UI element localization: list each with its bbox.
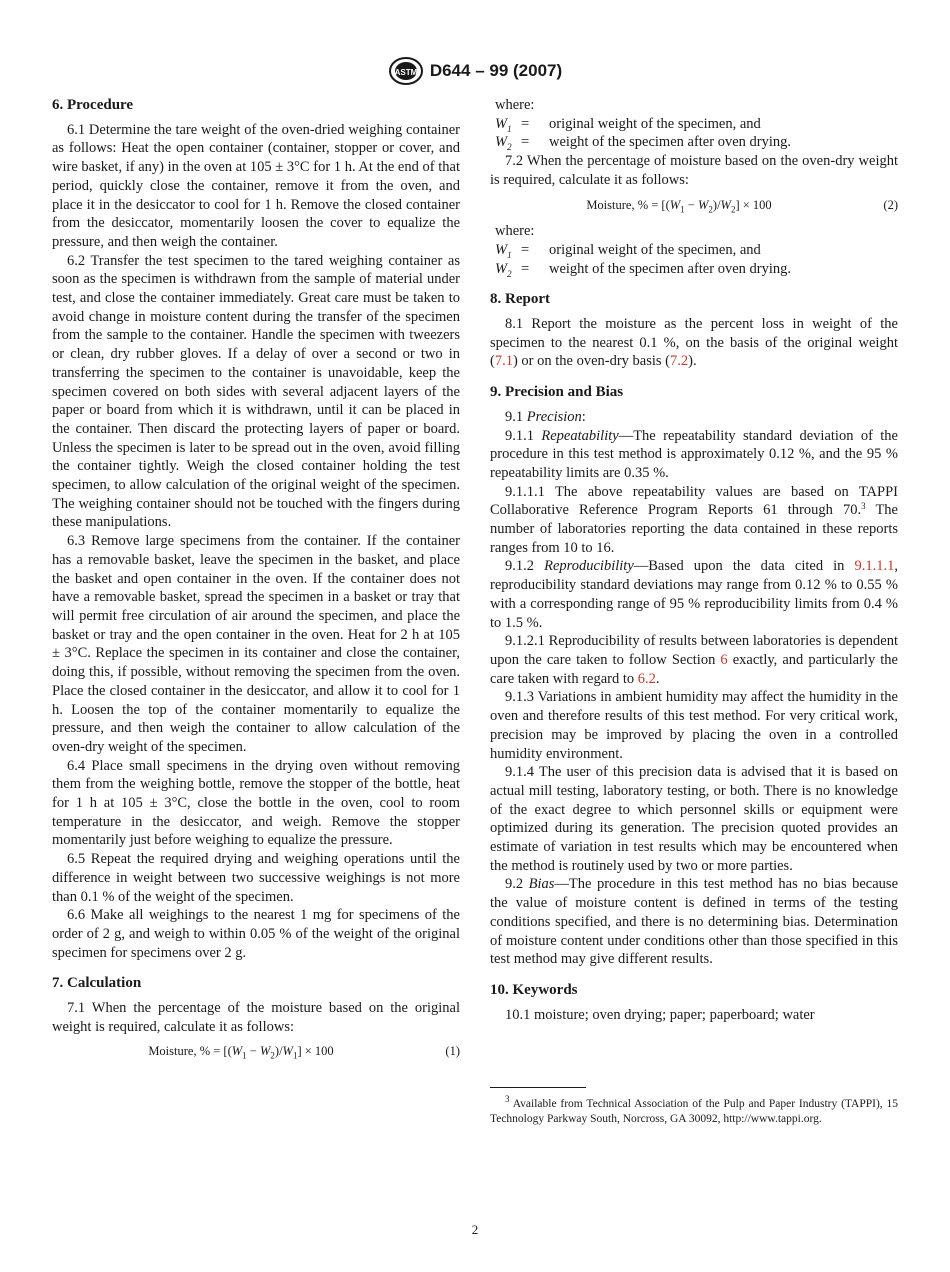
paragraph-6-4: 6.4 Place small specimens in the drying oven without removing them from the weighing bottle, remove the stopper of the bottle, heat for 1 h at 105 ± 3°C, close the bottle in the oven, cool to room temperature in the desiccator, and weigh. Remove the stopper momentarily just before weighing to equalize the pressure. bbox=[52, 757, 460, 849]
section-title: 8. Report bbox=[490, 291, 550, 308]
where-label: where: bbox=[495, 97, 535, 113]
page-number: 2 bbox=[471, 1222, 479, 1237]
paragraph-9-1-2-1: 9.1.2.1 Reproducibility of results between laboratories is dependent upon the care taken to follow Section 6 exactly, and particularly the care taken with regard to 6.2. bbox=[490, 633, 898, 687]
ref-link-7-2[interactable]: 7.2 bbox=[670, 353, 689, 370]
section-report bbox=[490, 290, 898, 371]
section-calculation bbox=[52, 974, 460, 1069]
section-procedure bbox=[52, 96, 460, 962]
variable-definition: $W_1$ = original weight of the specimen, and bbox=[495, 115, 761, 134]
paragraph-9-1-1: 9.1.1 Repeatability—The repeatability standard deviation of the procedure in this test method is approximately 0.12 %, and the 95 % repeatability limits are 0.35 %. bbox=[490, 427, 898, 481]
svg-text:ASTM: ASTM bbox=[394, 68, 418, 77]
paragraph-10-1: 10.1 moisture; oven drying; paper; paperboard; water bbox=[505, 1006, 815, 1023]
ref-link-7-1[interactable]: 7.1 bbox=[494, 353, 513, 370]
paragraph-6-6: 6.6 Make all weighings to the nearest 1 mg for specimens of the order of 2 g, and weigh to within 0.05 % of the weight of the original specimen for specimens over 2 g. bbox=[52, 907, 460, 961]
paragraph-9-1: 9.1 Precision: bbox=[505, 408, 586, 425]
ref-link-6-2[interactable]: 6.2 bbox=[637, 670, 656, 687]
footnote-ref: 3 bbox=[861, 501, 866, 512]
paragraph-9-1-1-1: 9.1.1.1 The above repeatability values are based on TAPPI Collaborative Reference Program Reports 61 through 70.$^3$ The number of laboratories reporting the data contained in these reports ranges from 10 to 16. bbox=[490, 483, 898, 556]
variable-definition: $W_2$ = weight of the specimen after oven drying. bbox=[495, 134, 791, 153]
equation-number: (1) bbox=[445, 1044, 460, 1059]
footnote-divider bbox=[490, 1087, 586, 1088]
variable-definition: $W_1$ = original weight of the specimen, and bbox=[495, 241, 761, 260]
astm-logo-icon bbox=[388, 56, 424, 86]
equation-2 bbox=[490, 190, 898, 223]
section-title: 10. Keywords bbox=[490, 981, 578, 998]
paragraph-9-1-4: 9.1.4 The user of this precision data is advised that it is based on actual mill testing, laboratory testing, or both. There is no knowledge of the exact degree to which personnel skills or equipment were optimized during its generation. The precision quoted provides an estimate of variation in test results which may be encountered when the method is routinely used by two or more parties. bbox=[490, 764, 898, 874]
section-title: 7. Calculation bbox=[52, 975, 142, 992]
paragraph-7-1: 7.1 When the percentage of the moisture based on the original weight is required, calculate it as follows: bbox=[52, 1000, 460, 1035]
paragraph-9-2: 9.2 Bias—The procedure in this test method has no bias because the value of moisture content is defined in terms of the testing conditions specified, and there is no determining bias. Determination of moisture content under conditions other than those specified in this test method may give different results. bbox=[490, 876, 898, 968]
section-precision-bias bbox=[490, 383, 898, 969]
paragraph-6-5: 6.5 Repeat the required drying and weighing operations until the difference in weight between two successive weighings is not more than 0.1 % of the weight of the specimen. bbox=[52, 851, 460, 905]
equation-1 bbox=[52, 1036, 460, 1069]
paragraph-6-1: 6.1 Determine the tare weight of the oven-dried weighing container as follows: Heat the open container (container, stopper or cover, and wire basket, if any) in the oven at 105 ± 3°C for 1 h. At the end of that period, quickly close the container, remove it from the oven, and place it in the desiccator to cool for 1 h. Remove the closed container from the desiccator, momentarily loosen the cover to equalize the pressure, and then weigh the container. bbox=[52, 121, 460, 250]
paragraph-9-1-3: 9.1.3 Variations in ambient humidity may affect the humidity in the oven and therefore results of this test method. For very critical work, precision may be improved by placing the oven in a controlled humidity environment. bbox=[490, 689, 898, 762]
variable-definition: $W_2$ = weight of the specimen after oven drying. bbox=[495, 260, 791, 279]
paragraph-9-1-2: 9.1.2 Reproducibility—Based upon the data cited in 9.1.1.1, reproducibility standard deviations may range from 0.12 % to 0.55 % with a corresponding range of 95 % reproducibility limits from 0.4 % to 1.5 %. bbox=[490, 558, 899, 631]
designation: D644 – 99 (2007) bbox=[429, 61, 563, 80]
page-header bbox=[0, 56, 950, 86]
footnote: $^3$ Available from Technical Association of the Pulp and Paper Industry (TAPPI), 15 Technology Parkway South, Norcross, GA 30092, http://www.tappi.org. bbox=[490, 1094, 898, 1125]
paragraph-6-3: 6.3 Remove large specimens from the container. If the container has a removable basket, leave the specimen in the basket, and place the basket and open container in the oven. If the container does not have a removable basket, spread the specimen in a basket or tray that will permit free circulation of air around the specimen, and place the basket or tray and the open container in the oven. Heat for 2 h at 105 ± 3°C. Replace the specimen in its container and close the container, doing this, if possible, without removing the specimen from the oven. Place the closed container in the desiccator, and allow it to cool for 1 h. Loosen the top of the container momentarily to equalize the pressure, and then weigh the container to allow calculation of the oven-dry weight of the specimen. bbox=[52, 533, 460, 755]
where-block-1 bbox=[490, 96, 898, 278]
right-column bbox=[490, 96, 898, 1036]
left-column bbox=[52, 96, 460, 1081]
ref-link-9-1-1-1[interactable]: 9.1.1.1 bbox=[854, 558, 895, 575]
where-label: where: bbox=[495, 223, 535, 240]
paragraph-6-2: 6.2 Transfer the test specimen to the tared weighing container as soon as the specimen is withdrawn from the sample of material under test, and close the container immediately. Great care must be taken to avoid change in moisture content during the transfer of the specimen from the sample to the container. Handle the specimen with tweezers or clean, dry rubber gloves. If a delay of over a second or two in transferring the specimen to the container is unavoidable, keep the specimen covered on both sides with several adjacent layers of the paper or board from which it is withdrawn, until it can be placed in the container. Then discard the protecting layers of paper or board. Unless the specimen is later to be spread out in the oven, avoid filling the container tightly. Weigh the closed container holding the test specimen, to allow calculation of the original weight of the specimen. The weighing container should not be touched with the fingers during these manipulations. bbox=[52, 252, 460, 531]
equation-formula: Moisture, % = $[(W_1 - W_2)/W_1] \times 100$ bbox=[148, 1044, 334, 1061]
equation-number: (2) bbox=[883, 197, 898, 212]
paragraph-8-1: 8.1 Report the moisture as the percent loss in weight of the specimen to the nearest 0.1 %, on the basis of the original weight (7.1) or on the oven-dry basis (7.2). bbox=[490, 316, 898, 370]
section-title: 6. Procedure bbox=[52, 97, 134, 113]
paragraph-7-2: 7.2 When the percentage of moisture based on the oven-dry weight is required, calculate it as follows: bbox=[490, 153, 898, 188]
section-keywords bbox=[490, 981, 898, 1024]
section-title: 9. Precision and Bias bbox=[490, 384, 624, 401]
ref-link-6[interactable]: 6 bbox=[720, 651, 728, 668]
equation-formula: Moisture, % = $[(W_1 - W_2)/W_2] \times 100$ bbox=[586, 197, 772, 215]
